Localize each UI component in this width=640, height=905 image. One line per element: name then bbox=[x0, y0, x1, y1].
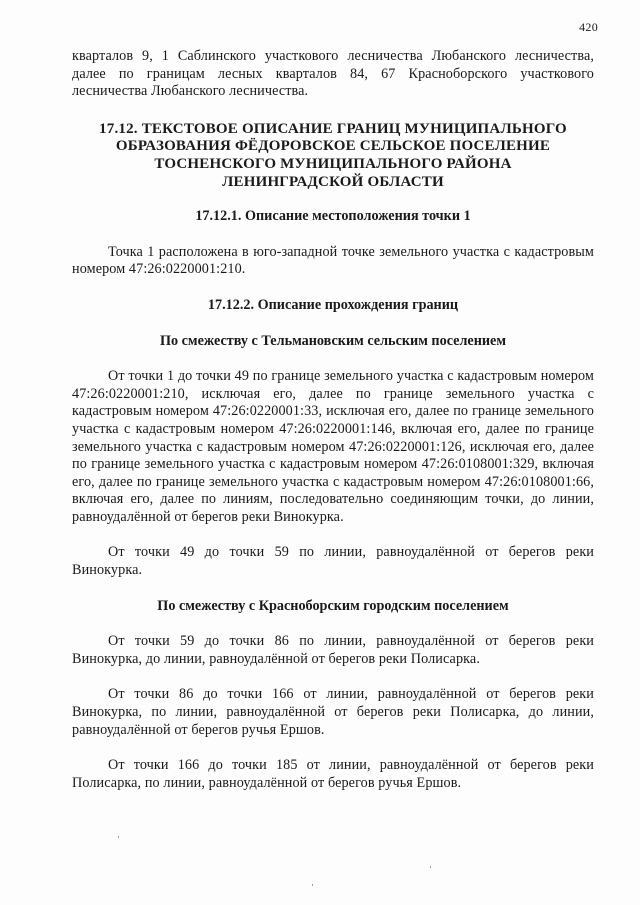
krasnoborskoe-heading: По смежеству с Красноборским городским поселением bbox=[157, 597, 509, 614]
page-number: 420 bbox=[579, 20, 598, 34]
telmanovskoe-heading: По смежеству с Тельмановским сельским поселением bbox=[159, 332, 507, 349]
section-title: 17.12. ТЕКСТОВОЕ ОПИСАНИЕ ГРАНИЦ МУНИЦИПАЛЬНОГО ОБРАЗОВАНИЯ ФЁДОРОВСКОЕ СЕЛЬСКОЕ ПОСЕЛЕНИЕ ТОСНЕНСКОГО МУНИЦИПАЛЬНОГО РАЙОНА ЛЕНИНГРАДСКОЙ ОБЛАСТИ bbox=[99, 120, 567, 190]
krasnoborskoe-paragraph-3: От точки 166 до точки 185 от линии, равноудалённой от берегов реки Полисарка, по линии, равноудалённой от берегов ручья Ершов. bbox=[72, 757, 594, 791]
subsection-2-title: 17.12.2. Описание прохождения границ bbox=[207, 296, 459, 313]
subsection-1-title: 17.12.1. Описание местоположения точки 1 bbox=[195, 208, 471, 225]
telmanovskoe-paragraph-1: От точки 1 до точки 49 по границе земельного участка с кадастровым номером 47:26:0220001:210, исключая его, далее по границе земельного участка с кадастровым номером 47:26:0220001:33, исключая его, далее по границе земельного участка с кадастровым номером 47:26:0220001:146, включая его, далее по границе земельного участка с кадастровым номером 47:26:0220001:126, исключая его, далее по границе земельного участка с кадастровым номером 47:26:0108001:329, включая его, далее по границе земельного участка с кадастровым номером 47:26:0108001:66, включая его, далее по линиям, последовательно соединяющим точки, до линии, равноудалённой от берегов реки Винокурка. bbox=[72, 368, 594, 525]
scan-speck bbox=[118, 836, 119, 838]
page-content bbox=[72, 48, 594, 792]
scan-speck bbox=[430, 866, 431, 868]
telmanovskoe-paragraph-2: От точки 49 до точки 59 по линии, равноудалённой от берегов реки Винокурка. bbox=[72, 544, 594, 579]
krasnoborskoe-paragraph-1: От точки 59 до точки 86 по линии, равноудалённой от берегов реки Винокурка, до линии, равноудалённой от берегов реки Полисарка. bbox=[72, 633, 594, 667]
krasnoborskoe-paragraph-2: От точки 86 до точки 166 от линии, равноудалённой от берегов реки Винокурка, по линии, равноудалённой от берегов реки Полисарка, до линии, равноудалённой от берегов ручья Ершов. bbox=[72, 686, 594, 738]
intro-paragraph: кварталов 9, 1 Саблинского участкового лесничества Любанского лесничества, далее по границам лесных кварталов 84, 67 Красноборского участкового лесничества Любанского лесничества. bbox=[72, 48, 594, 100]
scan-speck bbox=[312, 884, 313, 886]
point-1-description: Точка 1 расположена в юго-западной точке земельного участка с кадастровым номером 47:26:0220001:210. bbox=[72, 243, 594, 278]
